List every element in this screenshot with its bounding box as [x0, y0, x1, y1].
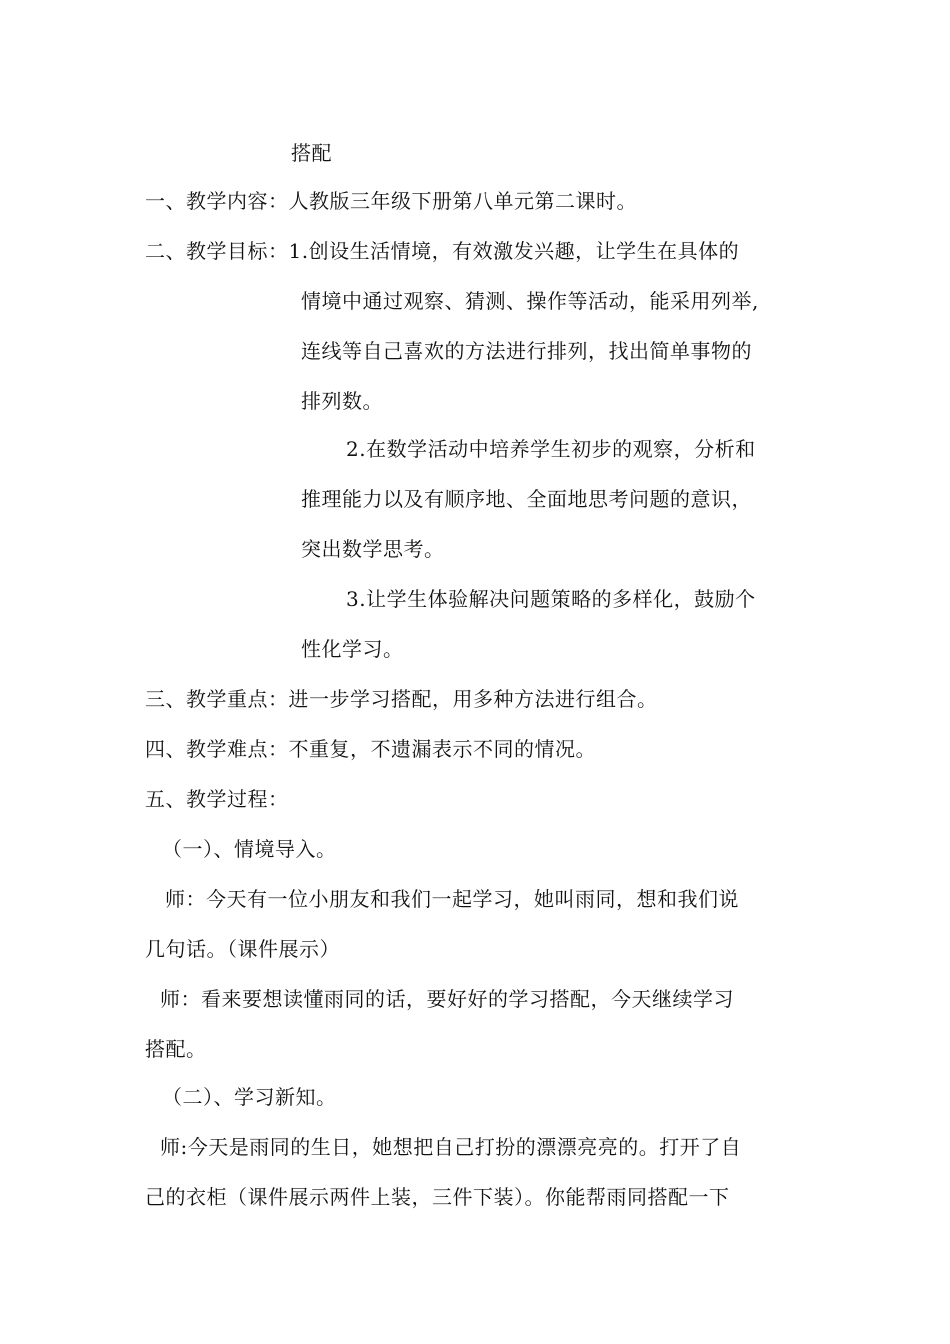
goal-3-line-1: 3.让学生体验解决问题策略的多样化，鼓励个	[346, 587, 756, 611]
document-title: 搭配	[291, 141, 332, 165]
goal-2-line-1: 2.在数学活动中培养学生初步的观察，分析和	[346, 437, 756, 461]
paragraph-1-line-2: 几句话。（课件展示）	[145, 937, 340, 961]
paragraph-2-line-2: 搭配。	[145, 1037, 207, 1061]
section-key-points: 三、教学重点：进一步学习搭配，用多种方法进行组合。	[145, 687, 658, 711]
section-difficulties: 四、教学难点：不重复，不遗漏表示不同的情况。	[145, 737, 596, 761]
section-teaching-content: 一、教学内容：人教版三年级下册第八单元第二课时。	[145, 189, 637, 213]
goal-1-line-4: 排列数。	[301, 389, 383, 413]
paragraph-2-line-1: 师：看来要想读懂雨同的话，要好好的学习搭配，今天继续学习	[160, 987, 734, 1011]
subsection-intro: （一）、情境导入。	[162, 837, 337, 861]
section-process: 五、教学过程：	[145, 787, 289, 811]
section-teaching-goals: 二、教学目标：1.创设生活情境，有效激发兴趣，让学生在具体的	[145, 239, 740, 263]
subsection-new-knowledge: （二）、学习新知。	[162, 1085, 337, 1109]
paragraph-3-line-2: 己的衣柜（课件展示两件上装，三件下装）。你能帮雨同搭配一下	[145, 1185, 730, 1209]
goal-2-line-2: 推理能力以及有顺序地、全面地思考问题的意识，	[301, 487, 752, 511]
goal-1-line-3: 连线等自己喜欢的方法进行排列，找出简单事物的	[301, 339, 752, 363]
paragraph-1-line-1: 师：今天有一位小朋友和我们一起学习，她叫雨同，想和我们说	[165, 887, 739, 911]
paragraph-3-line-1: 师:今天是雨同的生日，她想把自己打扮的漂漂亮亮的。打开了自	[160, 1135, 742, 1159]
goal-2-line-3: 突出数学思考。	[301, 537, 445, 561]
goal-3-line-2: 性化学习。	[301, 637, 404, 661]
goal-1-line-2: 情境中通过观察、猜测、操作等活动，能采用列举,	[301, 289, 759, 313]
